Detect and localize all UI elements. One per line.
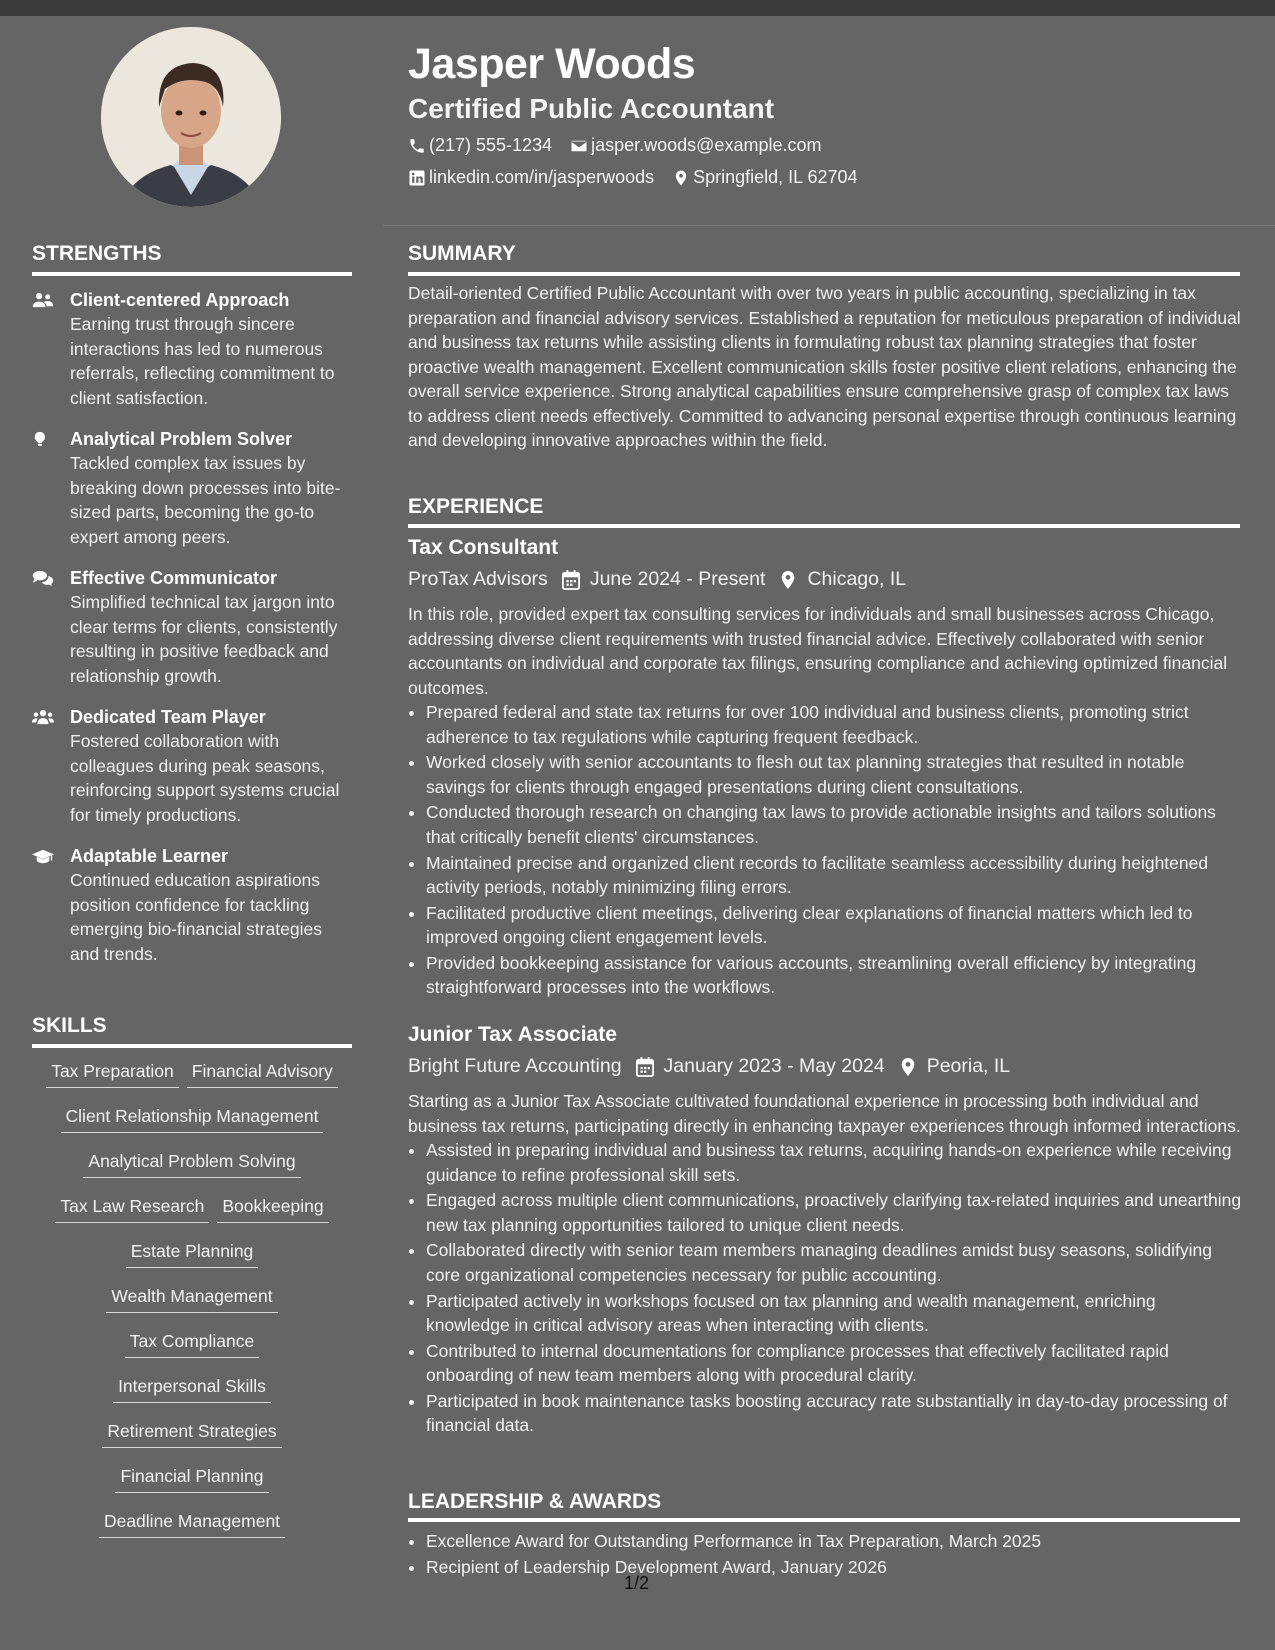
- strength-title: Adaptable Learner: [70, 846, 229, 866]
- job-meta: [408, 568, 920, 591]
- map-pin-icon: [899, 1057, 917, 1077]
- job-location: [899, 1055, 1010, 1078]
- job-intro: In this role, provided expert tax consulting services for individuals and small businesses across Chicago, addressing diverse client requirements with trusted financial advice. Effectively collaborated with senior accountants on individual and corporate tax filings, ensuring compliance and achieving optimized financial outcomes.: [408, 604, 1228, 698]
- job-title: Tax Consultant: [408, 536, 559, 559]
- strength-item: [32, 705, 352, 827]
- job-bullets: [408, 1138, 1243, 1438]
- phone-text: (217) 555-1234: [429, 135, 553, 155]
- job-bullet: • Provided bookkeeping assistance for various accounts, streamlining overall efficiency by integrating straightforward processes into the workflows.: [426, 951, 1243, 1000]
- job-dates-text: January 2023 - May 2024: [663, 1055, 885, 1077]
- summary-rule: [408, 272, 1240, 276]
- strength-item: [32, 427, 352, 549]
- skill-tag: Tax Preparation: [46, 1059, 179, 1088]
- team-icon: [32, 708, 54, 726]
- skills-list: [32, 1059, 352, 1554]
- strength-title: Effective Communicator: [70, 568, 278, 588]
- job-bullet: • Collaborated directly with senior team members managing deadlines amidst busy seasons, solidifying core organizational competencies necessary for public accounting.: [426, 1238, 1243, 1287]
- email-text: jasper.woods@example.com: [591, 135, 822, 155]
- strength-desc: Continued education aspirations position confidence for tackling emerging bio-financial strategies and trends.: [70, 870, 322, 964]
- strength-item: [32, 288, 352, 410]
- job-intro: Starting as a Junior Tax Associate cultivated foundational experience in processing both individual and business tax returns, participating directly in enhancing taxpayer experiences through informed interactions.: [408, 1091, 1241, 1136]
- job-description: [408, 1089, 1243, 1439]
- top-bar: [0, 0, 1275, 16]
- experience-heading: EXPERIENCE: [408, 495, 544, 518]
- map-pin-icon: [779, 570, 797, 590]
- experience-rule: [408, 524, 1240, 528]
- job-title: Junior Tax Associate: [408, 1023, 617, 1046]
- skill-tag: Bookkeeping: [217, 1194, 328, 1223]
- strength-title: Analytical Problem Solver: [70, 429, 293, 449]
- skill-tag: Financial Planning: [115, 1464, 268, 1493]
- location-text: Springfield, IL 62704: [693, 167, 858, 187]
- job-dates: [636, 1055, 885, 1078]
- awards-list: [408, 1528, 1243, 1580]
- strengths-rule: [32, 272, 352, 276]
- job-location-text: Peoria, IL: [926, 1055, 1011, 1077]
- award-item: • Excellence Award for Outstanding Performance in Tax Preparation, March 2025: [426, 1528, 1243, 1554]
- contact-linkedin[interactable]: [408, 167, 654, 188]
- linkedin-text: linkedin.com/in/jasperwoods: [429, 167, 655, 187]
- skill-tag: Deadline Management: [99, 1509, 285, 1538]
- candidate-name: Jasper Woods: [408, 40, 696, 88]
- awards-rule: [408, 1518, 1240, 1522]
- job-location-text: Chicago, IL: [807, 568, 907, 590]
- job-bullet: • Prepared federal and state tax returns for over 100 individual and business clients, promoting strict adherence to tax regulations while capturing frequent feedback.: [426, 700, 1243, 749]
- map-pin-icon: [672, 169, 690, 187]
- calendar-icon: [636, 1057, 654, 1077]
- users-icon: [32, 291, 54, 309]
- page-number: 1/2: [624, 1573, 650, 1593]
- job-bullet: • Conducted thorough research on changing tax laws to provide actionable insights and tailors solutions that critically benefit clients' circumstances.: [426, 800, 1243, 849]
- skill-tag: Retirement Strategies: [102, 1419, 281, 1448]
- skill-tag: Analytical Problem Solving: [83, 1149, 300, 1178]
- graduation-cap-icon: [32, 847, 54, 865]
- job-bullet: • Facilitated productive client meetings, delivering clear explanations of financial matters which led to improved ongoing client engagement levels.: [426, 901, 1243, 950]
- strength-title: Client-centered Approach: [70, 290, 290, 310]
- job-bullet: • Contributed to internal documentations for compliance processes that effectively facilitated rapid onboarding of new team members along with procedural clarity.: [426, 1339, 1243, 1388]
- job-bullets: [408, 700, 1243, 1000]
- summary-heading: SUMMARY: [408, 242, 516, 265]
- envelope-icon: [570, 137, 588, 155]
- job-bullet: • Worked closely with senior accountants to flesh out tax planning strategies that resulted in notable savings for clients through engaged presentations during client consultations.: [426, 750, 1243, 799]
- contact-phone[interactable]: [408, 135, 552, 156]
- skills-heading: SKILLS: [32, 1014, 107, 1037]
- comments-icon: [32, 569, 54, 587]
- job-bullet: • Maintained precise and organized client records to facilitate seamless accessibility during heightened activity periods, notably minimizing filing errors.: [426, 851, 1243, 900]
- skills-rule: [32, 1044, 352, 1048]
- skill-tag: Estate Planning: [126, 1239, 259, 1268]
- lightbulb-icon: [32, 430, 54, 448]
- strength-desc: Fostered collaboration with colleagues during peak seasons, reinforcing support systems crucial for timely productions.: [70, 731, 340, 825]
- contact-row-2: [408, 167, 876, 188]
- skill-tag: Wealth Management: [106, 1284, 277, 1313]
- job-bullet: • Assisted in preparing individual and business tax returns, acquiring hands-on experience while receiving guidance to refine professional skill sets.: [426, 1138, 1243, 1187]
- calendar-icon: [562, 570, 580, 590]
- strength-desc: Simplified technical tax jargon into clear terms for clients, consistently resulting in positive feedback and relationship growth.: [70, 592, 338, 686]
- strengths-list: [32, 288, 352, 983]
- summary-text: Detail-oriented Certified Public Accountant with over two years in public accounting, specializing in tax preparation and financial advisory services. Established a reputation for meticulous preparation of individual and business tax returns while assisting clients in formulating robust tax planning strategies that foster proactive wealth management. Excellent communication skills foster positive client relations, enhancing the overall service experience. Strong analytical capabilities ensure comprehensive grasp of complex tax laws to address client needs effectively. Committed to advancing personal expertise through continuous learning and developing innovative approaches within the field.: [408, 283, 1241, 450]
- job-bullet: • Engaged across multiple client communications, proactively clarifying tax-related inquiries and unearthing new tax planning opportunities tailored to unique client needs.: [426, 1188, 1243, 1237]
- skill-tag: Client Relationship Management: [61, 1104, 324, 1133]
- skill-tag: Financial Advisory: [187, 1059, 338, 1088]
- candidate-role: Certified Public Accountant: [408, 93, 775, 124]
- strength-item: [32, 844, 352, 966]
- job-company: Bright Future Accounting: [408, 1055, 622, 1077]
- job-description: [408, 602, 1243, 1001]
- job-dates-text: June 2024 - Present: [589, 568, 766, 590]
- skill-tag: Interpersonal Skills: [113, 1374, 271, 1403]
- skill-tag: Tax Compliance: [125, 1329, 260, 1358]
- contact-email[interactable]: [570, 135, 821, 156]
- job-meta: [408, 1055, 1024, 1078]
- strength-item: [32, 566, 352, 688]
- job-company: ProTax Advisors: [408, 568, 548, 590]
- strengths-heading: STRENGTHS: [32, 242, 162, 265]
- job-bullet: • Participated in book maintenance tasks boosting accuracy rate substantially in day-to-day processing of financial data.: [426, 1389, 1243, 1438]
- strength-title: Dedicated Team Player: [70, 707, 266, 727]
- skill-tag: Tax Law Research: [55, 1194, 209, 1223]
- linkedin-icon: [408, 169, 426, 187]
- job-location: [779, 568, 906, 591]
- phone-icon: [408, 137, 426, 155]
- strength-desc: Earning trust through sincere interactions has led to numerous referrals, reflecting commitment to client satisfaction.: [70, 314, 335, 408]
- job-dates: [562, 568, 766, 591]
- strength-desc: Tackled complex tax issues by breaking down processes into bite-sized parts, becoming the go-to expert among peers.: [70, 453, 341, 547]
- contact-row-1: [408, 135, 839, 156]
- job-bullet: • Participated actively in workshops focused on tax planning and wealth management, enriching knowledge in critical advisory areas when interacting with clients.: [426, 1289, 1243, 1338]
- header-divider: [383, 225, 1275, 226]
- contact-location: [672, 167, 857, 188]
- avatar: [101, 27, 281, 207]
- profile-photo: [101, 27, 281, 207]
- awards-heading: LEADERSHIP & AWARDS: [408, 1490, 662, 1513]
- award-item: • Recipient of Leadership Development Award, January 2026: [426, 1554, 1243, 1580]
